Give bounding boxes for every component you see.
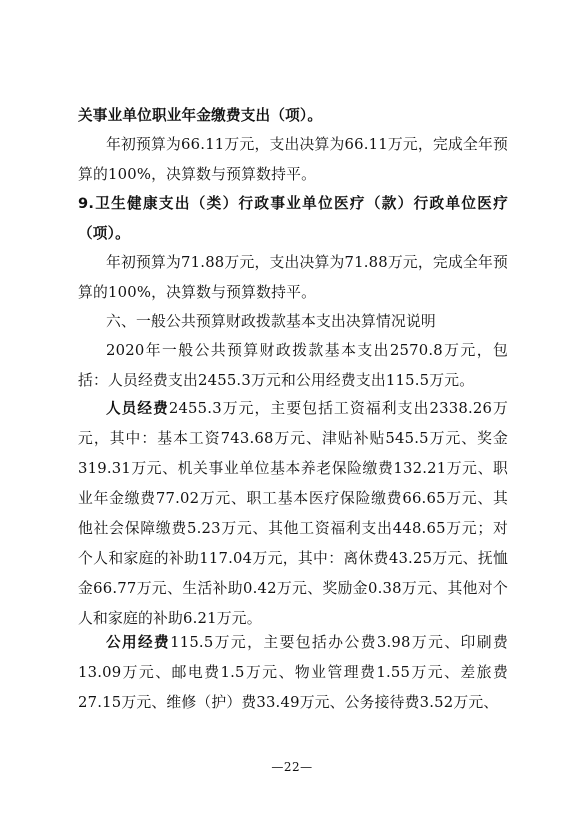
paragraph-budget-pension: 年初预算为66.11万元，支出决算为66.11万元，完成全年预算的100%，决算数与预算数持平。	[78, 136, 508, 183]
personnel-expenses-text: 2455.3万元，主要包括工资福利支出2338.26万元，其中：基本工资743.68万元、津贴补贴545.5万元、奖金319.31万元、机关事业单位基本养老保险缴费132.21万元、职业年金缴费77.02万元、职工基本医疗保险缴费66.65万元、其他社会保障缴费5.23万元、其他工资福利支出448.65万元；对个人和家庭的补助117.04万元，其中：离休费43.25万元、抚恤金66.77万元、生活补助0.42万元、奖励金0.38万元、其他对个人和家庭的补助6.21万元。	[78, 400, 508, 627]
paragraph-basic-expenditure-summary: 2020年一般公共预算财政拨款基本支出2570.8万元，包括：人员经费支出2455.3万元和公用经费支出115.5万元。	[78, 342, 508, 389]
personnel-expenses-label: 人员经费	[106, 400, 169, 417]
section-heading-continued: 关事业单位职业年金缴费支出（项）。	[78, 107, 323, 124]
paragraph-budget-health: 年初预算为71.88万元，支出决算为71.88万元，完成全年预算的100%，决算数与预算数持平。	[78, 254, 508, 301]
paragraph-personnel-expenses	[78, 394, 508, 634]
paragraph-public-expenses	[78, 628, 508, 718]
public-expenses-label: 公用经费	[106, 634, 171, 651]
page-number: —22—	[271, 760, 313, 774]
public-expenses-text: 115.5万元，主要包括办公费3.98万元、印刷费13.09万元、邮电费1.5万元、物业管理费1.55万元、差旅费27.15万元、维修（护）费33.49万元、公务接待费3.52万元、	[78, 634, 508, 711]
section-heading-basic-expenditure: 六、一般公共预算财政拨款基本支出决算情况说明	[106, 313, 436, 330]
section-heading-health: 9.卫生健康支出（类）行政事业单位医疗（款）行政单位医疗（项）。	[78, 195, 508, 242]
